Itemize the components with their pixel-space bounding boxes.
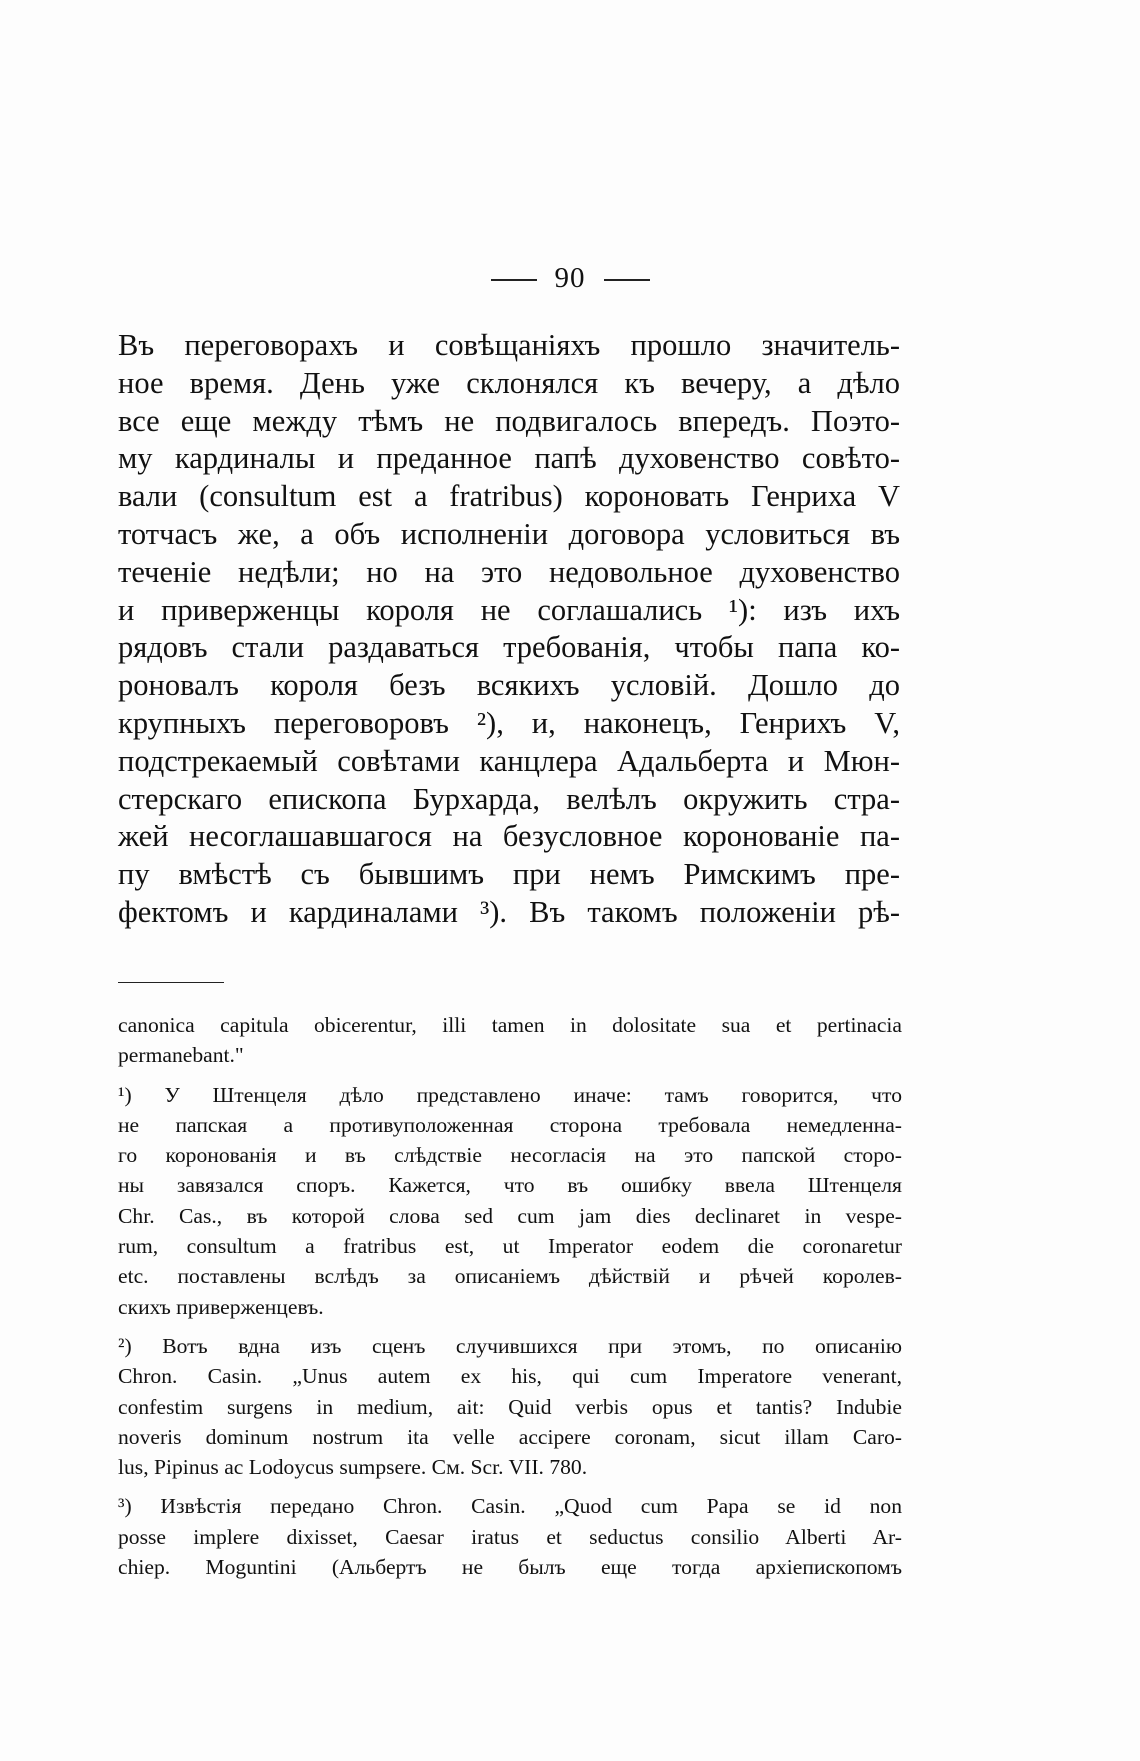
page-number-header bbox=[0, 262, 1140, 295]
body-line: пу вмѣстѣ съ бывшимъ при немъ Римскимъ пре- bbox=[118, 857, 900, 892]
main-paragraph bbox=[118, 327, 900, 932]
body-line: крупныхъ переговоровъ ²), и, наконецъ, Генрихъ V, bbox=[118, 705, 900, 740]
footnote-line: Chr. Cas., въ которой слова sed cum jam dies declinaret in vespe- bbox=[118, 1203, 902, 1228]
body-line: рядовъ стали раздаваться требованія, чтобы папа ко- bbox=[118, 630, 900, 665]
footnote-line: rum, consultum a fratribus est, ut Imperator eodem die coronaretur bbox=[118, 1234, 902, 1259]
footnote-line: lus, Pipinus ac Lodoycus sumpsere. См. Scr. VII. 780. bbox=[118, 1455, 588, 1480]
body-line: все еще между тѣмъ не подвигалось впередъ. Поэто- bbox=[118, 403, 900, 438]
left-dash bbox=[491, 279, 537, 281]
body-line: роновалъ короля безъ всякихъ условій. Дошло до bbox=[118, 668, 900, 703]
body-line: и приверженцы короля не соглашались ¹): изъ ихъ bbox=[118, 592, 900, 627]
footnote-line: permanebant." bbox=[118, 1043, 244, 1068]
footnote-line: не папская а противуположенная сторона требовала немедленна- bbox=[118, 1112, 902, 1137]
body-line: фектомъ и кардиналами ³). Въ такомъ положеніи рѣ- bbox=[118, 894, 900, 929]
footnote-line: canonica capitula obicerentur, illi tamen in dolositate sua et pertinacia bbox=[118, 1013, 902, 1037]
footnote-line: ¹) У Штенцеля дѣло представлено иначе: тамъ говорится, что bbox=[118, 1082, 902, 1107]
body-line: жей несоглашавшагося на безусловное коронованіе па- bbox=[118, 819, 900, 854]
body-line: подстрекаемый совѣтами канцлера Адальберта и Мюн- bbox=[118, 743, 900, 778]
footnote-line: confestim surgens in medium, ait: Quid verbis opus et tantis? Indubie bbox=[118, 1394, 902, 1419]
footnote-line: ³) Извѣстія передано Chron. Casin. „Quod cum Papa se id non bbox=[118, 1494, 902, 1519]
body-line: стерскаго епископа Бурхарда, велѣлъ окружить стра- bbox=[118, 781, 900, 816]
footnote-line: Chron. Casin. „Unus autem ex his, qui cum Imperatore venerant, bbox=[118, 1364, 902, 1389]
footnote-line: etc. поставлены вслѣдъ за описаніемъ дѣйствій и рѣчей королев- bbox=[118, 1264, 902, 1289]
body-line: тотчасъ же, а объ исполненіи договора условиться въ bbox=[118, 516, 900, 551]
footnote-line: скихъ приверженцевъ. bbox=[118, 1294, 324, 1319]
body-line: Въ переговорахъ и совѣщаніяхъ прошло значитель- bbox=[118, 328, 900, 362]
footnote-line: ны завязался споръ. Кажется, что въ ошибку ввела Штенцеля bbox=[118, 1173, 902, 1198]
footnote-line: chiep. Moguntini (Альбертъ не былъ еще тогда архіепископомъ bbox=[118, 1555, 902, 1580]
page-number: 90 bbox=[554, 262, 586, 294]
footnotes bbox=[118, 1010, 902, 1582]
footnote-separator bbox=[118, 982, 224, 983]
footnote-2 bbox=[118, 1331, 902, 1482]
footnote-continuation bbox=[118, 1010, 902, 1071]
body-line: ное время. День уже склонялся къ вечеру, а дѣло bbox=[118, 365, 900, 400]
footnote-1 bbox=[118, 1080, 902, 1322]
footnote-line: posse implere dixisset, Caesar iratus et seductus consilio Alberti Ar- bbox=[118, 1524, 902, 1549]
footnote-line: ²) Вотъ вдна изъ сценъ случившихся при этомъ, по описанію bbox=[118, 1333, 902, 1358]
footnote-line: noveris dominum nostrum ita velle accipere coronam, sicut illam Caro- bbox=[118, 1424, 902, 1449]
body-line: вали (consultum est a fratribus) короновать Генриха V bbox=[118, 479, 900, 514]
body-line: му кардиналы и преданное папѣ духовенство совѣто- bbox=[118, 441, 900, 476]
footnote-3 bbox=[118, 1491, 902, 1582]
footnote-line: го коронованія и въ слѣдствіе несогласія на это папской сторо- bbox=[118, 1143, 902, 1168]
right-dash bbox=[604, 279, 650, 281]
body-line: теченіе недѣли; но на это недовольное духовенство bbox=[118, 554, 900, 589]
